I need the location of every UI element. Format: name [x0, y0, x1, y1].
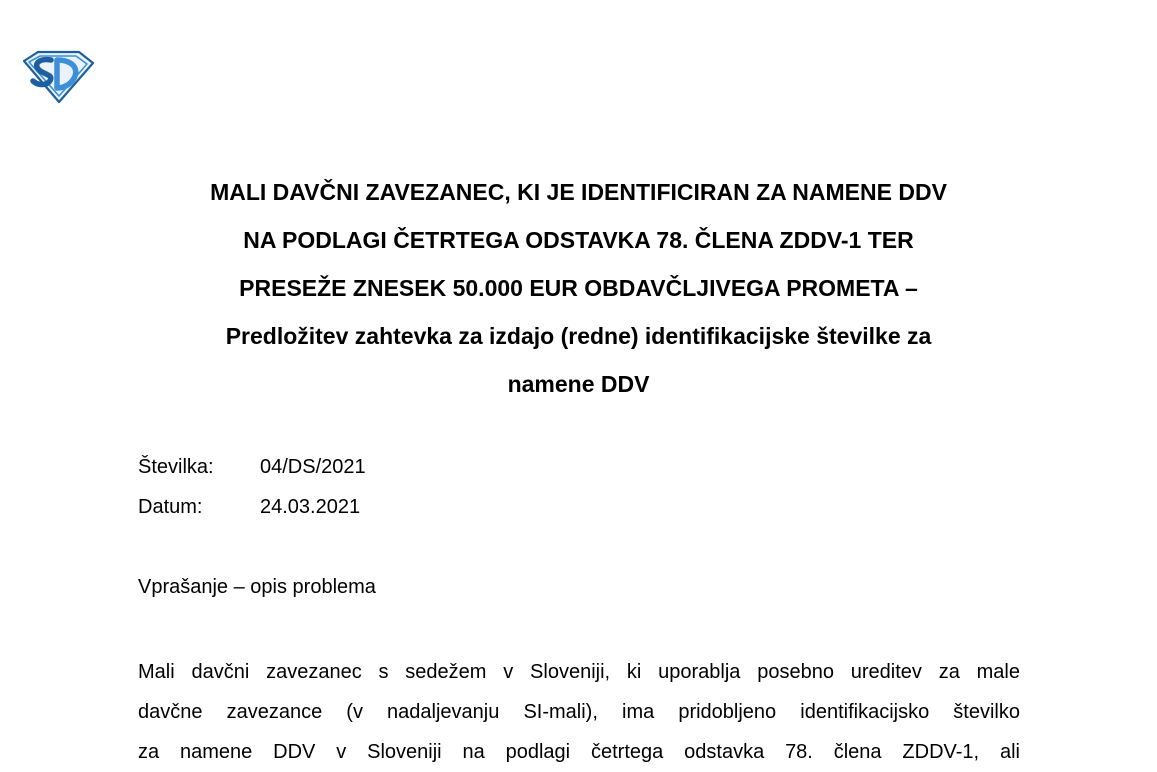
title-line: Predložitev zahtevka za izdajo (redne) identifikacijske številke za	[225, 323, 932, 349]
document-date-row	[138, 495, 360, 519]
document-date-value: 24.03.2021	[260, 496, 361, 518]
document-number-label: Številka:	[138, 456, 214, 478]
body-line: davčne zavezance (v nadaljevanju SI-mali), ima pridobljeno identifikacijsko številko	[138, 701, 1020, 723]
logo-shield-icon	[21, 48, 95, 104]
body-line: Mali davčni zavezanec s sedežem v Sloveniji, ki uporablja posebno ureditev za male	[138, 661, 1020, 683]
body-line: za namene DDV v Sloveniji na podlagi četrtega odstavka 78. člena ZDDV-1, ali	[138, 741, 1020, 763]
section-heading: Vprašanje – opis problema	[138, 576, 376, 598]
title-line: NA PODLAGI ČETRTEGA ODSTAVKA 78. ČLENA ZDDV-1 TER	[243, 227, 914, 253]
title-line: PRESEŽE ZNESEK 50.000 EUR OBDAVČLJIVEGA PROMETA –	[239, 275, 918, 301]
document-number-value: 04/DS/2021	[260, 456, 366, 478]
title-line: namene DDV	[507, 371, 650, 397]
company-logo	[21, 48, 95, 104]
title-line: MALI DAVČNI ZAVEZANEC, KI JE IDENTIFICIRAN ZA NAMENE DDV	[210, 179, 947, 205]
document-number-row	[138, 455, 366, 479]
body-paragraph	[138, 652, 1020, 772]
document-title	[100, 168, 1057, 408]
document-date-label: Datum:	[138, 496, 203, 518]
